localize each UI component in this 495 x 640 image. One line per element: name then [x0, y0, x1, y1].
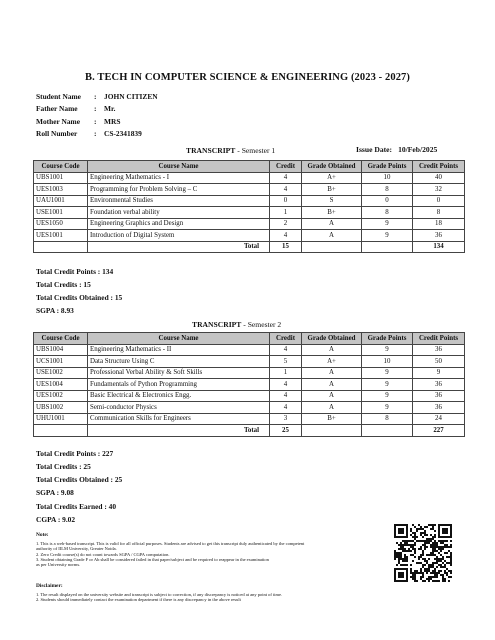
sem2-total-credits: Total Credits : 25: [36, 462, 91, 471]
course-name: Environmental Studies: [88, 195, 270, 207]
semester-2-table: [33, 332, 465, 437]
roll-number-label: Roll Number: [36, 129, 78, 138]
grade-points: 8: [362, 184, 413, 196]
table-row: [34, 379, 465, 391]
table-row: [34, 356, 465, 368]
roll-number-row: Roll Number : CS-2341839: [36, 129, 142, 138]
course-name: Professional Verbal Ability & Soft Skills: [88, 367, 270, 379]
total-credit-points: 134: [413, 241, 465, 253]
course-code: UES1050: [34, 218, 88, 230]
program-title: B. TECH IN COMPUTER SCIENCE & ENGINEERING (2023 - 2027): [84, 72, 410, 83]
student-name-label: Student Name: [36, 92, 81, 101]
grade-points: 9: [362, 402, 413, 414]
credit-points: 32: [413, 184, 465, 196]
father-name-label: Father Name: [36, 104, 78, 113]
table-row: [34, 195, 465, 207]
table-row: [34, 413, 465, 425]
sem1-total-credit-points: Total Credit Points : 134: [36, 267, 114, 276]
student-name-value: JOHN CITIZEN: [104, 92, 158, 101]
course-code: UES1003: [34, 184, 88, 196]
table-row: [34, 367, 465, 379]
grade-points: 8: [362, 413, 413, 425]
note-line: as per University norms.: [36, 562, 81, 568]
sem1-total-credits: Total Credits : 15: [36, 280, 91, 289]
total-credit-points: 227: [413, 425, 465, 437]
credit-points: 36: [413, 402, 465, 414]
grade: A+: [302, 356, 362, 368]
course-code: UBS1004: [34, 344, 88, 356]
qr-code-icon: [394, 524, 452, 582]
roll-number-value: CS-2341839: [104, 129, 142, 138]
total-credit: 25: [270, 425, 302, 437]
semester-2-title: TRANSCRIPT - Semester 2: [192, 320, 282, 329]
credit: 4: [270, 184, 302, 196]
note-section: [36, 533, 376, 567]
sem1-sgpa: SGPA : 8.93: [36, 306, 74, 315]
grade-points: 9: [362, 218, 413, 230]
table-row: [34, 184, 465, 196]
col-grade-points: Grade Points: [362, 161, 413, 173]
course-code: UBS1002: [34, 402, 88, 414]
grade: B+: [302, 413, 362, 425]
course-code: USE1002: [34, 367, 88, 379]
col-credit: Credit: [270, 333, 302, 345]
issue-date-label: Issue Date:: [356, 145, 393, 154]
table-row: [34, 402, 465, 414]
credit-points: 40: [413, 172, 465, 184]
note-line: 3. Student obtaining Grade F or Ab shall be considered failed in that paper/subject and be required to reappear in the examination: [36, 556, 269, 562]
course-name: Foundation verbal ability: [88, 207, 270, 219]
sem2-sgpa: SGPA : 9.08: [36, 488, 74, 497]
total-row: [34, 241, 465, 253]
course-code: UES1001: [34, 230, 88, 242]
mother-name-value: MRS: [104, 117, 121, 126]
total-credits-earned: Total Credits Earned : 40: [36, 502, 117, 511]
course-name: Semi-conductor Physics: [88, 402, 270, 414]
grade: S: [302, 195, 362, 207]
credit-points: 36: [413, 379, 465, 391]
credit-points: 8: [413, 207, 465, 219]
col-course-code: Course Code: [34, 333, 88, 345]
sem1-total-credits-obtained: Total Credits Obtained : 15: [36, 293, 123, 302]
credit-points: 0: [413, 195, 465, 207]
total-label: Total: [88, 425, 270, 437]
father-name-value: Mr.: [104, 104, 116, 113]
grade-points: 10: [362, 172, 413, 184]
issue-date: [356, 145, 437, 154]
course-name: Data Structure Using C: [88, 356, 270, 368]
semester-1-table: [33, 160, 465, 253]
grade-points: 8: [362, 207, 413, 219]
col-grade-points: Grade Points: [362, 333, 413, 345]
course-code: UCS1001: [34, 356, 88, 368]
credit-points: 9: [413, 367, 465, 379]
student-name-row: Student Name : JOHN CITIZEN: [36, 92, 158, 101]
col-grade-obtained: Grade Obtained: [302, 161, 362, 173]
course-name: Engineering Mathematics - II: [88, 344, 270, 356]
total-label: Total: [88, 241, 270, 253]
credit: 2: [270, 218, 302, 230]
sem2-total-credit-points: Total Credit Points : 227: [36, 449, 114, 458]
grade: A: [302, 390, 362, 402]
credit-points: 24: [413, 413, 465, 425]
mother-name-label: Mother Name: [36, 117, 80, 126]
credit: 4: [270, 379, 302, 391]
grade: B+: [302, 184, 362, 196]
note-line: 2. Zero Credit course(s) do not count towards SGPA / CGPA computation.: [36, 551, 170, 557]
credit-points: 50: [413, 356, 465, 368]
disclaimer-line: 1. The result displayed on the university website and transcript is subject to correction, if any discrepancy is noticed at any point of time.: [36, 592, 283, 598]
credit: 4: [270, 402, 302, 414]
col-credit-points: Credit Points: [413, 333, 465, 345]
course-code: UES1002: [34, 390, 88, 402]
disclaimer-line: 2. Students should immediately contact the examination department if there is any discrepancy in the above result: [36, 597, 241, 603]
grade: A: [302, 367, 362, 379]
credit-points: 36: [413, 230, 465, 242]
father-name-row: Father Name : Mr.: [36, 104, 116, 113]
table-row: [34, 218, 465, 230]
course-code: UBS1001: [34, 172, 88, 184]
course-code: UHU1001: [34, 413, 88, 425]
course-name: Basic Electrical & Electronics Engg.: [88, 390, 270, 402]
table-row: [34, 172, 465, 184]
semester-1-title: TRANSCRIPT - Semester 1: [186, 146, 276, 155]
table-row: [34, 207, 465, 219]
table-header-row: [34, 161, 465, 173]
cgpa: CGPA : 9.02: [36, 515, 76, 524]
col-grade-obtained: Grade Obtained: [302, 333, 362, 345]
disclaimer-heading: Disclaimer:: [36, 583, 63, 589]
disclaimer-section: [36, 584, 376, 603]
grade-points: 9: [362, 379, 413, 391]
issue-date-value: 10/Feb/2025: [398, 145, 438, 154]
col-credit-points: Credit Points: [413, 161, 465, 173]
credit: 4: [270, 172, 302, 184]
col-course-code: Course Code: [34, 161, 88, 173]
course-code: UAU1001: [34, 195, 88, 207]
col-course-name: Course Name: [88, 333, 270, 345]
course-name: Engineering Mathematics - I: [88, 172, 270, 184]
table-row: [34, 344, 465, 356]
grade: A: [302, 402, 362, 414]
grade: A+: [302, 172, 362, 184]
grade-points: 10: [362, 356, 413, 368]
grade: A: [302, 379, 362, 391]
credit-points: 36: [413, 344, 465, 356]
grade-points: 9: [362, 230, 413, 242]
credit: 1: [270, 207, 302, 219]
course-name: Introduction of Digital System: [88, 230, 270, 242]
grade-points: 9: [362, 390, 413, 402]
credit: 4: [270, 230, 302, 242]
sem2-total-credits-obtained: Total Credits Obtained : 25: [36, 475, 123, 484]
note-line: authority of IILM University, Greater Noida.: [36, 546, 117, 552]
credit: 0: [270, 195, 302, 207]
total-credit: 15: [270, 241, 302, 253]
grade-points: 9: [362, 344, 413, 356]
grade: A: [302, 230, 362, 242]
course-name: Engineering Graphics and Design: [88, 218, 270, 230]
credit: 1: [270, 367, 302, 379]
course-name: Fundamentals of Python Programming: [88, 379, 270, 391]
grade: B+: [302, 207, 362, 219]
table-row: [34, 390, 465, 402]
note-line: 1. This is a web-based transcript. This is valid for all official purposes. Students are advised to get this transcript duly authenticated by the competent: [36, 541, 305, 547]
course-name: Communication Skills for Engineers: [88, 413, 270, 425]
grade: A: [302, 344, 362, 356]
course-name: Programming for Problem Solving – C: [88, 184, 270, 196]
note-heading: Note:: [36, 532, 49, 538]
course-code: UES1004: [34, 379, 88, 391]
course-code: USE1001: [34, 207, 88, 219]
grade: A: [302, 218, 362, 230]
table-row: [34, 230, 465, 242]
credit: 4: [270, 344, 302, 356]
mother-name-row: Mother Name : MRS: [36, 117, 121, 126]
credit-points: 36: [413, 390, 465, 402]
col-course-name: Course Name: [88, 161, 270, 173]
total-row: [34, 425, 465, 437]
credit-points: 18: [413, 218, 465, 230]
credit: 5: [270, 356, 302, 368]
credit: 4: [270, 390, 302, 402]
grade-points: 0: [362, 195, 413, 207]
col-credit: Credit: [270, 161, 302, 173]
grade-points: 9: [362, 367, 413, 379]
table-header-row: [34, 333, 465, 345]
credit: 3: [270, 413, 302, 425]
